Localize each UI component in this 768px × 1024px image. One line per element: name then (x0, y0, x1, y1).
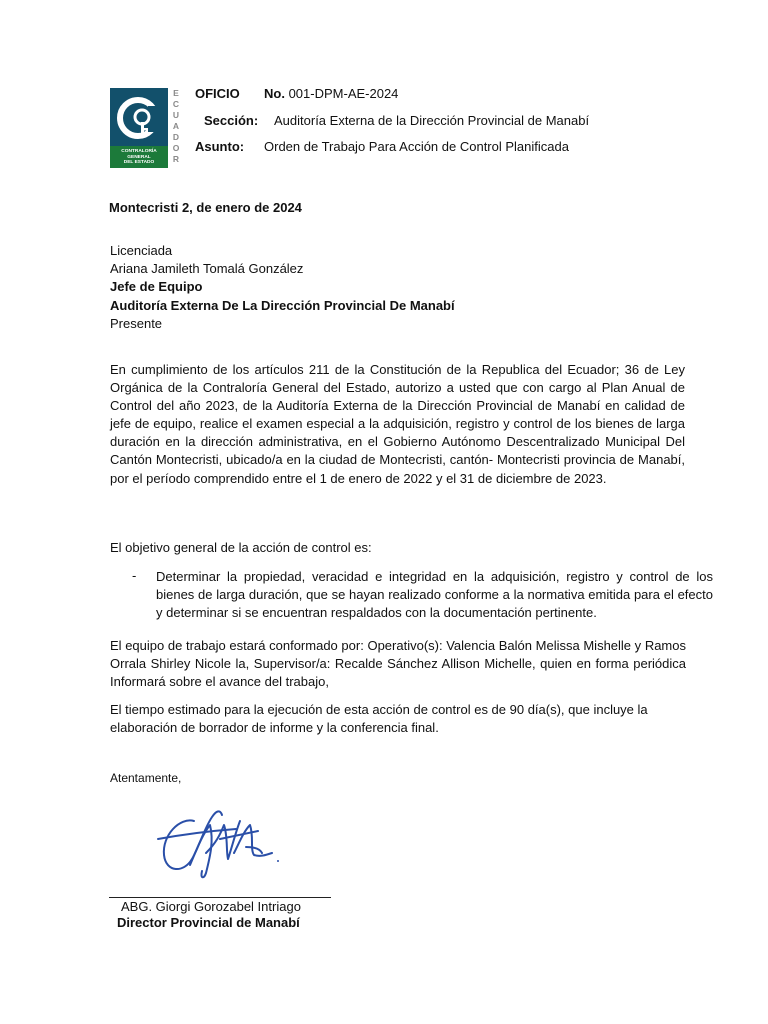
date-line: Montecristi 2, de enero de 2024 (109, 200, 302, 215)
logo-ecuador-vertical (170, 88, 182, 165)
contraloria-logo (110, 88, 168, 168)
closing-text: Atentamente, (110, 771, 182, 785)
no-label: No. (264, 86, 285, 101)
oficio-line (195, 86, 240, 101)
objective-bullet: Determinar la propiedad, veracidad e integridad en la adquisición, registro y control de los bienes de larga duración, que se hayan realizado conforme a la normativa emitida para el efecto y determinar si se encuentran respaldados con la documentación pertinente. (156, 569, 713, 621)
asunto-label: Asunto: (195, 139, 245, 154)
signer-title: Director Provincial de Manabí (117, 915, 300, 930)
signature-line (109, 897, 331, 898)
recipient-name: Ariana Jamileth Tomalá González (110, 261, 304, 277)
oficio-label: OFICIO (195, 86, 240, 101)
handwritten-signature (150, 795, 285, 885)
logo-line-2: GENERAL (127, 154, 151, 160)
seccion-label: Sección: (204, 113, 259, 128)
logo-green-band (110, 146, 168, 168)
seccion-value: Auditoría Externa de la Dirección Provincial de Manabí (274, 113, 590, 128)
asunto-value: Orden de Trabajo Para Acción de Control Planificada (264, 139, 569, 154)
recipient-title: Licenciada (110, 243, 173, 258)
logo-line-3: DEL ESTADO (123, 160, 155, 165)
recipient-presente: Presente (110, 315, 163, 331)
logo-ecuador-text: ECUADOR (172, 88, 180, 164)
time-paragraph: El tiempo estimado para la ejecución de esta acción de control es de 90 día(s), que incluye la elaboración de borrador de informe y la conferencia final. (110, 702, 648, 736)
bullet-marker: - (132, 568, 137, 583)
logo-line-1: CONTRALORÍA (121, 149, 157, 154)
body-paragraph-1: En cumplimiento de los artículos 211 de la Constitución de la Republica del Ecuador; 36 de Ley Orgánica de la Contraloría General del Estado, autorizo a usted que con cargo al Plan Anual de Control del año 2023, de la Auditoría Externa de la Dirección Provincial de Manabí en calidad de jefe de equipo, realice el examen especial a la adquisición, registro y control de los bienes de larga duración en la dirección administrativa, en el Gobierno Autónomo Descentralizado Municipal Del Cantón Montecristi, ubicado/a en la ciudad de Montecristi, cantón- Montecristi provincia de Manabí, por el período comprendido entre el 1 de enero de 2022 y el 31 de diciembre de 2023. (110, 362, 685, 486)
oficio-number (264, 86, 398, 101)
no-value: 001-DPM-AE-2024 (288, 86, 399, 101)
recipient-block (110, 242, 455, 333)
recipient-role: Jefe de Equipo (110, 279, 203, 295)
recipient-unit: Auditoría Externa De La Dirección Provincial De Manabí (110, 297, 455, 313)
logo-emblem-icon (110, 90, 168, 148)
team-paragraph: El equipo de trabajo estará conformado por: Operativo(s): Valencia Balón Melissa Mishelle y Ramos Orrala Shirley Nicole la, Supervisor/a: Recalde Sánchez Allison Michelle, quien en forma periódica Informará sobre el avance del trabajo, (110, 638, 686, 690)
signer-name: ABG. Giorgi Gorozabel Intriago (121, 899, 301, 914)
objective-intro: El objetivo general de la acción de control es: (110, 540, 372, 555)
